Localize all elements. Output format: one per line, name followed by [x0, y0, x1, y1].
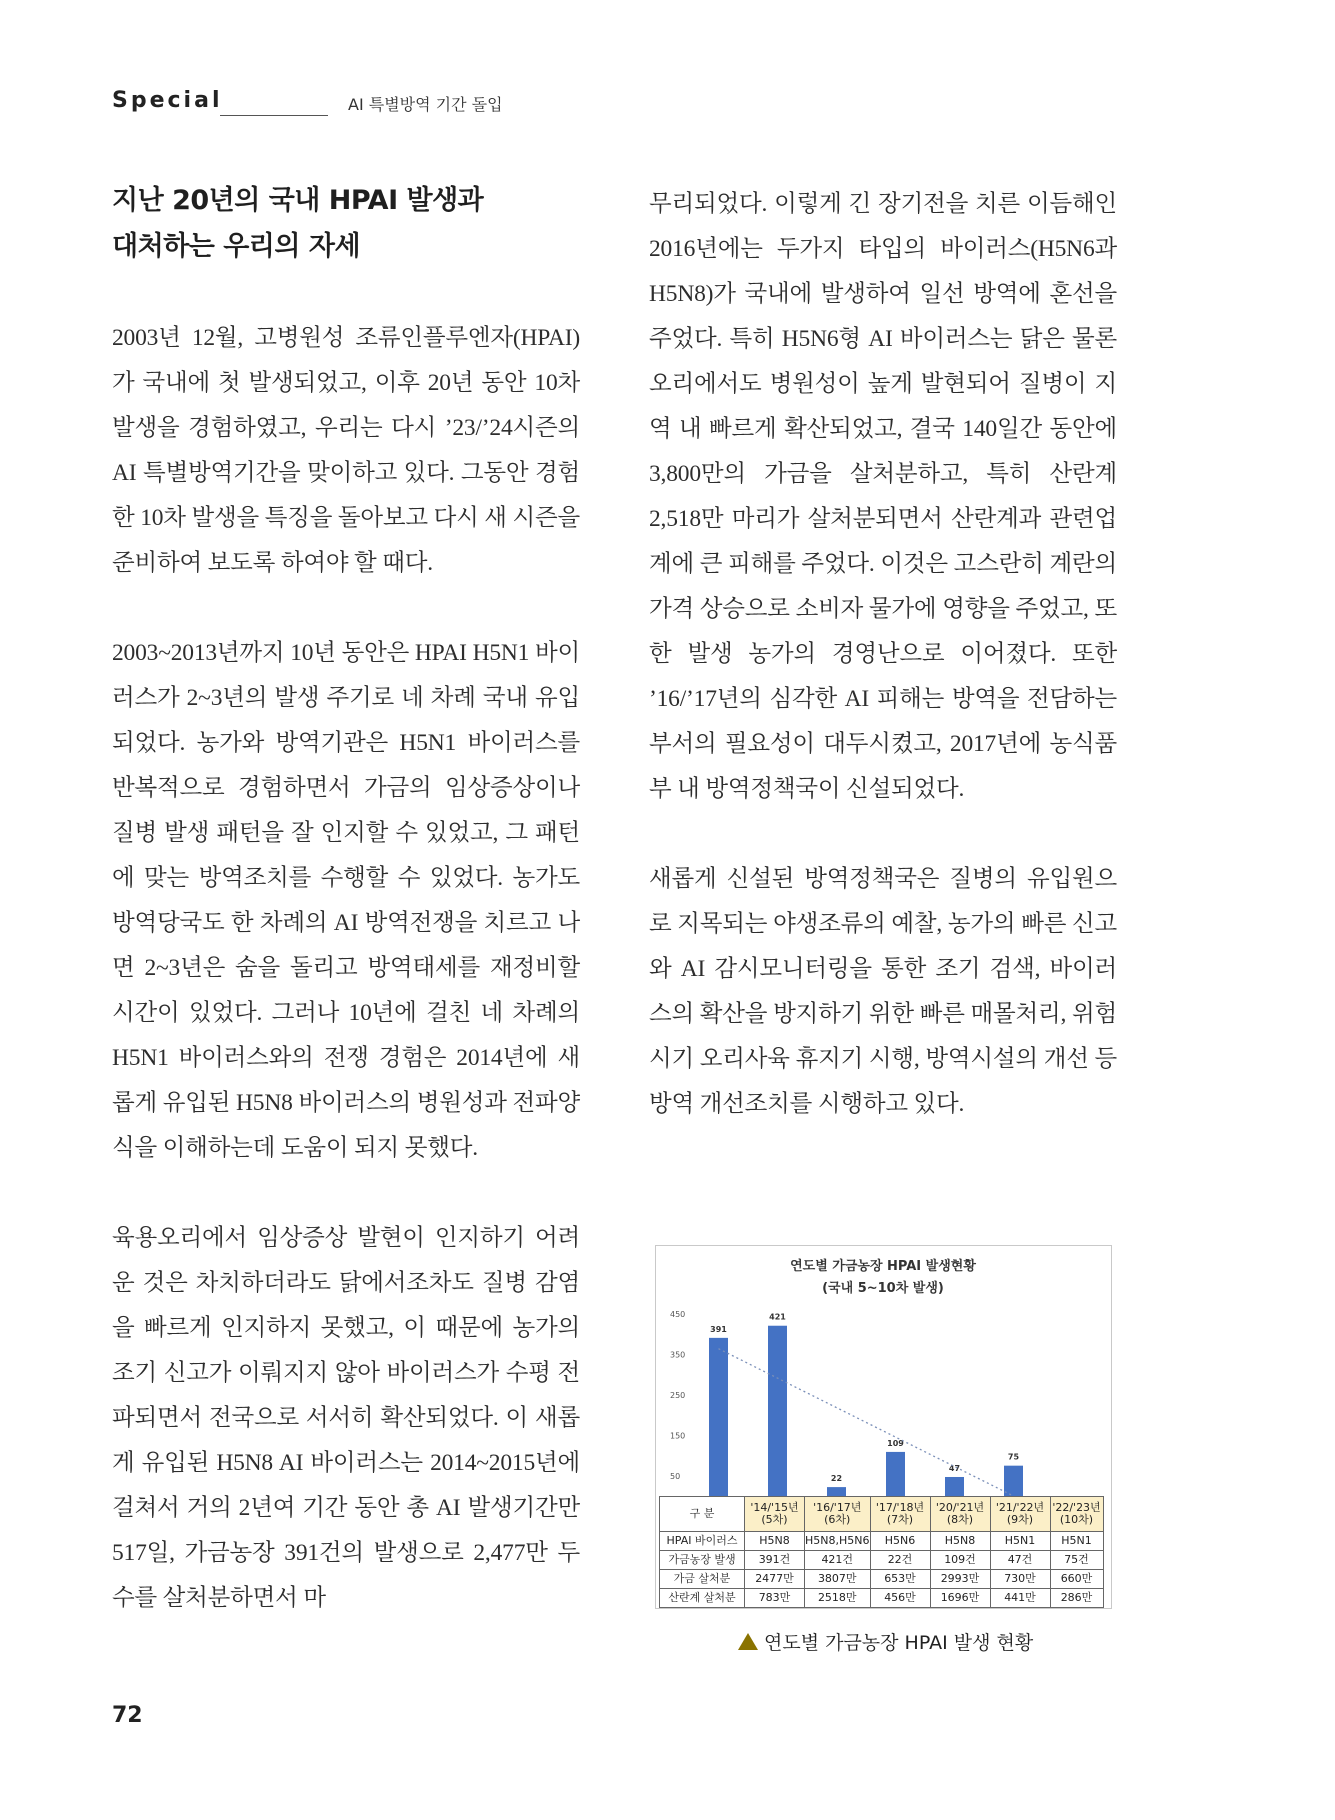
section-label: Special: [112, 88, 223, 113]
y-tick-label: 450: [670, 1310, 686, 1319]
table-cell: 441만: [990, 1589, 1050, 1608]
table-cell: H5N1: [990, 1532, 1050, 1551]
table-cell: 421건: [805, 1551, 871, 1570]
table-column-header: [745, 1497, 805, 1532]
table-row-label: 가금 살처분: [660, 1570, 745, 1589]
table-cell: 1696만: [930, 1589, 990, 1608]
left-paragraph-2: 2003~2013년까지 10년 동안은 HPAI H5N1 바이러스가 2~3년의 발생 주기로 네 차례 국내 유입되었다. 농가와 방역기관은 H5N1 바이러스를 반복적으로 경험하면서 가금의 임상증상이나 질병 발생 패턴을 잘 인지할 수 있었고, 그 패턴에 맞는 방역조치를 수행할 수 있었다. 농가도 방역당국도 한 차례의 AI 방역전쟁을 치르고 나면 2~3년은 숨을 돌리고 방역태세를 재정비할 시간이 있었다. 그러나 10년에 걸친 네 차례의 H5N1 바이러스와의 전쟁 경험은 2014년에 새롭게 유입된 H5N8 바이러스의 병원성과 전파양식을 이해하는데 도움이 되지 못했다.: [112, 640, 580, 1161]
section-title-line2: 대처하는 우리의 자세: [112, 231, 361, 262]
bar-value-label: 421: [769, 1312, 786, 1322]
y-tick-label: 250: [670, 1390, 686, 1400]
table-column-header: [990, 1497, 1050, 1532]
y-tick-label: 50: [670, 1471, 681, 1481]
table-corner-cell: 구 분: [660, 1497, 745, 1532]
table-cell: 2477만: [745, 1570, 805, 1589]
table-cell: 2518만: [805, 1589, 871, 1608]
chart-bar: [886, 1452, 905, 1496]
chart-subtitle: (국내 5~10차 발생): [822, 1281, 944, 1296]
column-round: (9차): [1006, 1513, 1034, 1526]
table-cell: 2993만: [930, 1570, 990, 1589]
bar-value-label: 109: [887, 1438, 904, 1448]
chart-title: 연도별 가금농장 HPAI 발생현황: [790, 1259, 976, 1274]
column-year: '17/'18년: [875, 1501, 925, 1514]
chart-bar: [768, 1326, 787, 1496]
table-header-row: [660, 1497, 1104, 1532]
y-tick-label: 150: [670, 1431, 686, 1441]
table-row: [660, 1570, 1104, 1589]
table-row: [660, 1551, 1104, 1570]
caption-text: 연도별 가금농장 HPAI 발생 현황: [764, 1632, 1034, 1654]
column-round: (6차): [824, 1513, 851, 1526]
column-round: (7차): [886, 1513, 914, 1526]
y-tick-label: 350: [670, 1350, 686, 1360]
left-column: [112, 178, 580, 1621]
hpai-data-table: [659, 1496, 1104, 1608]
table-row: [660, 1589, 1104, 1608]
bar-value-label: 22: [830, 1474, 843, 1484]
chart-bar: [709, 1338, 728, 1496]
table-cell: 660만: [1050, 1570, 1103, 1589]
left-paragraph-1: 2003년 12월, 고병원성 조류인플루엔자(HPAI)가 국내에 첫 발생되었고, 이후 20년 동안 10차 발생을 경험하였고, 우리는 다시 ’23/’24시즌의 AI 특별방역기간을 맞이하고 있다. 그동안 경험한 10차 발생을 특징을 돌아보고 다시 새 시즌을 준비하여 보도록 하여야 할 때다.: [112, 325, 580, 576]
hpai-figure: [655, 1245, 1112, 1609]
table-cell: 286만: [1050, 1589, 1103, 1608]
header-subtitle: AI 특별방역 기간 돌입: [348, 95, 503, 114]
table-column-header: [805, 1497, 871, 1532]
table-cell: 22건: [870, 1551, 930, 1570]
bar-value-label: 47: [948, 1463, 961, 1473]
header-divider: [220, 115, 328, 116]
table-cell: H5N8: [930, 1532, 990, 1551]
right-column: [649, 182, 1117, 1127]
right-paragraph-1: 무리되었다. 이렇게 긴 장기전을 치른 이듬해인 2016년에는 두가지 타입의 바이러스(H5N6과 H5N8)가 국내에 발생하여 일선 방역에 혼선을 주었다. 특히 H5N6형 AI 바이러스는 닭은 물론 오리에서도 병원성이 높게 발현되어 질병이 지역 내 빠르게 확산되었고, 결국 140일간 동안에 3,800만의 가금을 살처분하고, 특히 산란계 2,518만 마리가 살처분되면서 산란계과 관련업계에 큰 피해를 주었다. 이것은 고스란히 계란의 가격 상승으로 소비자 물가에 영향을 주었고, 또한 발생 농가의 경영난으로 이어졌다. 또한 ’16/’17년의 심각한 AI 피해는 방역을 전담하는 부서의 필요성이 대두시켰고, 2017년에 농식품부 내 방역정책국이 신설되었다.: [649, 191, 1117, 802]
table-cell: 3807만: [805, 1570, 871, 1589]
column-round: (5차): [761, 1513, 788, 1526]
column-year: '16/'17년: [813, 1501, 862, 1514]
table-cell: H5N6: [870, 1532, 930, 1551]
bar-value-label: 75: [1007, 1452, 1020, 1462]
table-cell: 391건: [745, 1551, 805, 1570]
column-round: (8차): [946, 1513, 974, 1526]
table-cell: 456만: [870, 1589, 930, 1608]
column-year: '21/'22년: [995, 1501, 1045, 1514]
figure-caption: [738, 1628, 1033, 1655]
page-number: 72: [112, 1703, 143, 1728]
column-round: (10차): [1059, 1513, 1094, 1526]
table-column-header: [870, 1497, 930, 1532]
table-row-label: HPAI 바이러스: [660, 1532, 745, 1551]
table-cell: H5N8,H5N6: [805, 1532, 871, 1551]
column-year: '14/'15년: [750, 1501, 799, 1514]
chart-bar: [827, 1487, 846, 1496]
column-year: '20/'21년: [935, 1501, 985, 1514]
column-year: '22/'23년: [1052, 1501, 1101, 1514]
chart-bar: [1004, 1466, 1023, 1496]
bar-value-label: 391: [710, 1324, 727, 1334]
table-cell: 783만: [745, 1589, 805, 1608]
table-row: [660, 1532, 1104, 1551]
table-row-label: 가금농장 발생: [660, 1551, 745, 1570]
table-cell: 75건: [1050, 1551, 1103, 1570]
chart-bar: [945, 1477, 964, 1496]
table-column-header: [930, 1497, 990, 1532]
table-cell: 653만: [870, 1570, 930, 1589]
table-cell: 730만: [990, 1570, 1050, 1589]
trend-line: [719, 1349, 1014, 1496]
table-cell: H5N8: [745, 1532, 805, 1551]
table-cell: 47건: [990, 1551, 1050, 1570]
caption-triangle-icon: [738, 1633, 758, 1650]
table-cell: H5N1: [1050, 1532, 1103, 1551]
right-paragraph-2: 새롭게 신설된 방역정책국은 질병의 유입원으로 지목되는 야생조류의 예찰, 농가의 빠른 신고와 AI 감시모니터링을 통한 조기 검색, 바이러스의 확산을 방지하기 위한 빠른 매몰처리, 위험시기 오리사육 휴지기 시행, 방역시설의 개선 등 방역 개선조치를 시행하고 있다.: [649, 866, 1117, 1117]
left-paragraph-3: 육용오리에서 임상증상 발현이 인지하기 어려운 것은 차치하더라도 닭에서조차도 질병 감염을 빠르게 인지하지 못했고, 이 때문에 농가의 조기 신고가 이뤄지지 않아 바이러스가 수평 전파되면서 전국으로 서서히 확산되었다. 이 새롭게 유입된 H5N8 AI 바이러스는 2014~2015년에 걸쳐서 거의 2년여 기간 동안 총 AI 발생기간만 517일, 가금농장 391건의 발생으로 2,477만 두수를 살처분하면서 마: [112, 1225, 580, 1611]
section-title: [112, 178, 580, 270]
table-column-header: [1050, 1497, 1103, 1532]
table-cell: 109건: [930, 1551, 990, 1570]
section-title-line1: 지난 20년의 국내 HPAI 발생과: [112, 185, 484, 216]
hpai-bar-chart: [656, 1246, 1111, 1496]
table-row-label: 산란계 살처분: [660, 1589, 745, 1608]
